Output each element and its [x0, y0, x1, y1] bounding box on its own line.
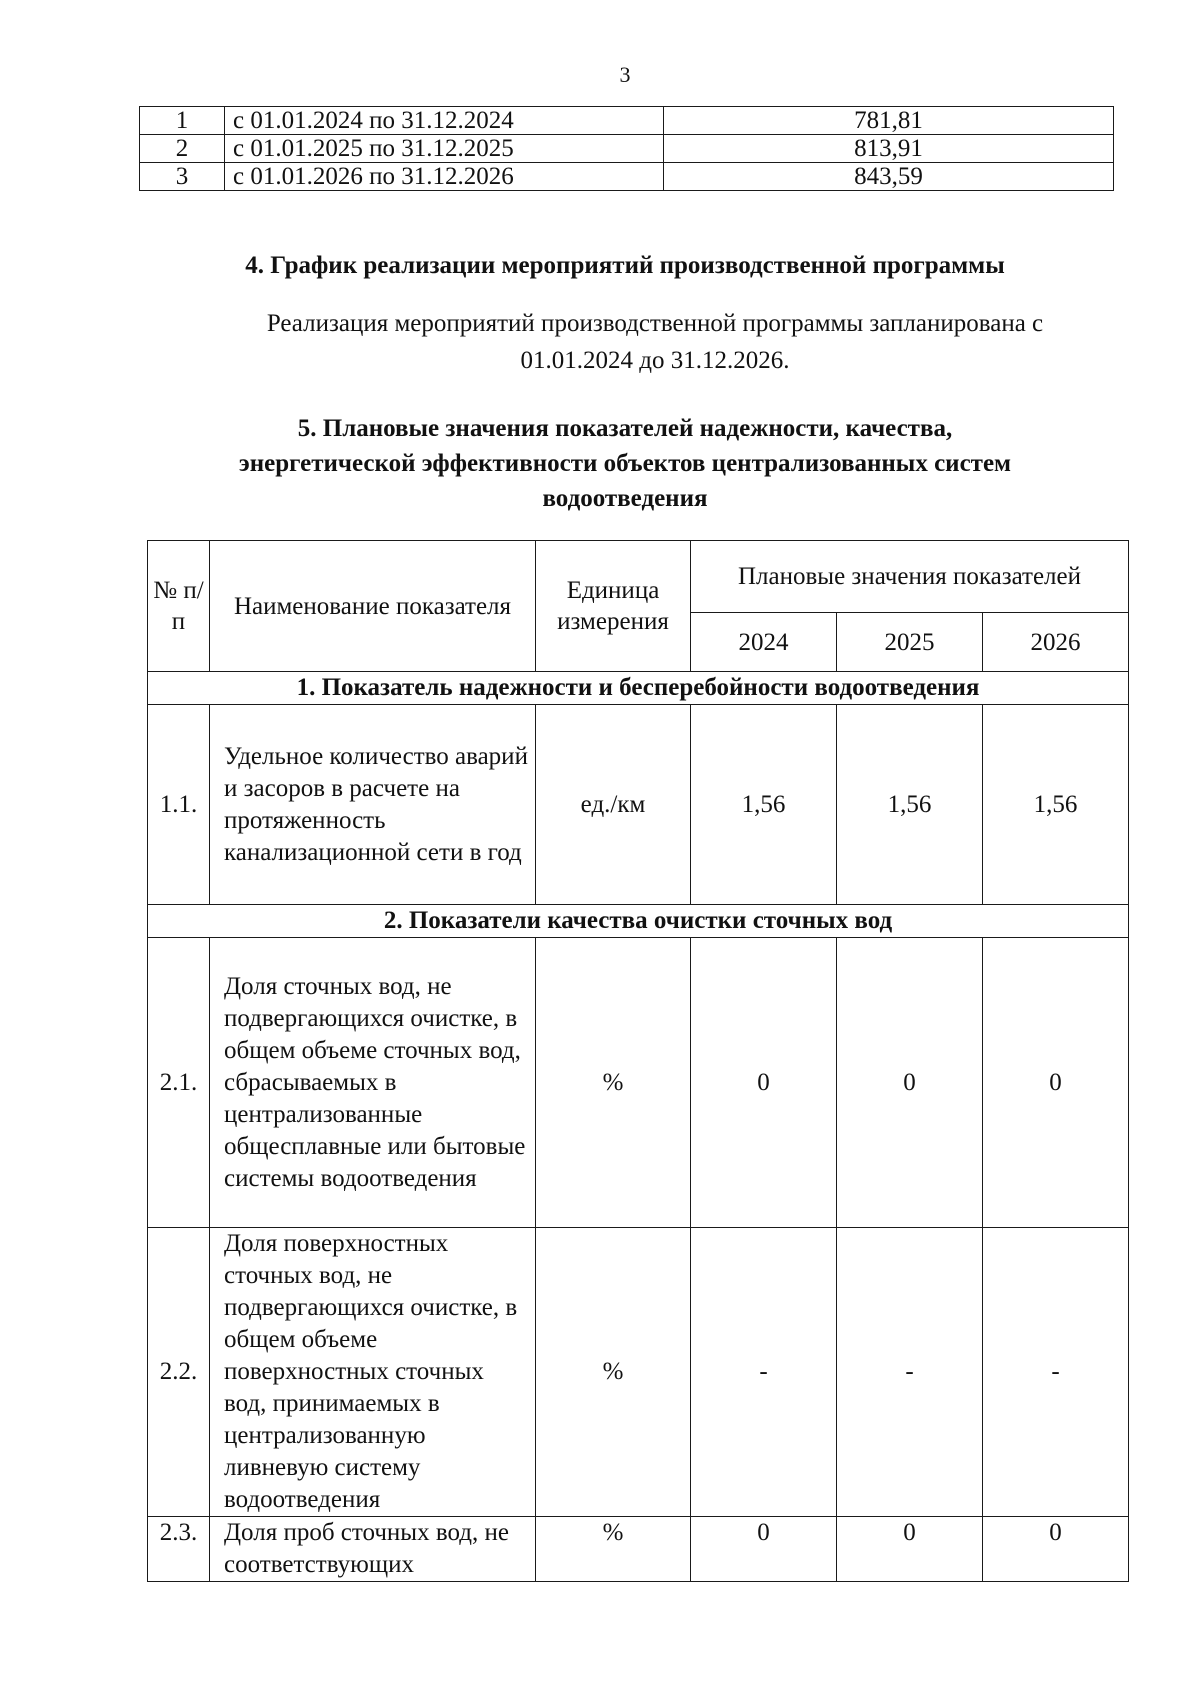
unit: % — [536, 938, 691, 1228]
row-number: 2.3. — [148, 1517, 210, 1582]
group-title: 1. Показатель надежности и бесперебойности водоотведения — [148, 672, 1129, 705]
value-2026: 0 — [983, 1517, 1129, 1582]
indicator-name: Доля поверхностных сточных вод, не подвергающихся очистке, в общем объеме поверхностных сточных вод, принимаемых в централизованную ливневую систему водоотведения — [210, 1228, 536, 1517]
value-2026: 0 — [983, 938, 1129, 1228]
tariff-periods-table — [139, 106, 1114, 191]
header-name: Наименование показателя — [210, 541, 536, 672]
page-number: 3 — [619, 62, 631, 87]
section-5-title — [0, 411, 1200, 516]
row-number: 3 — [140, 163, 225, 191]
row-number: 1 — [140, 107, 225, 135]
section-4-text — [215, 305, 1095, 379]
indicators-table — [147, 540, 1129, 1582]
period: с 01.01.2026 по 31.12.2026 — [225, 163, 664, 191]
value: 813,91 — [664, 135, 1114, 163]
table-row — [148, 1517, 1129, 1582]
unit: % — [536, 1517, 691, 1582]
value-2025: 1,56 — [837, 705, 983, 905]
period: с 01.01.2024 по 31.12.2024 — [225, 107, 664, 135]
indicator-name: Удельное количество аварий и засоров в расчете на протяженность канализационной сети в год — [210, 705, 536, 905]
table-row — [140, 107, 1114, 135]
value-2024: 0 — [691, 1517, 837, 1582]
value-2025: 0 — [837, 1517, 983, 1582]
header-planned: Плановые значения показателей — [691, 541, 1129, 613]
table-row — [148, 705, 1129, 905]
table-row — [148, 938, 1129, 1228]
value-2026: - — [983, 1228, 1129, 1517]
value-2024: 0 — [691, 938, 837, 1228]
table-header-row — [148, 541, 1129, 613]
group-row — [148, 905, 1129, 938]
group-row — [148, 672, 1129, 705]
table-row — [148, 1228, 1129, 1517]
value-2025: - — [837, 1228, 983, 1517]
indicator-name: Доля проб сточных вод, не соответствующих — [210, 1517, 536, 1582]
row-number: 2.2. — [148, 1228, 210, 1517]
period: с 01.01.2025 по 31.12.2025 — [225, 135, 664, 163]
section-5-title-line: 5. Плановые значения показателей надежности, качества, — [297, 415, 953, 442]
table-row — [140, 163, 1114, 191]
header-unit: Единица измерения — [536, 541, 691, 672]
header-year: 2026 — [983, 613, 1129, 672]
indicator-name: Доля сточных вод, не подвергающихся очистке, в общем объеме сточных вод, сбрасываемых в централизованные общесплавные или бытовые системы водоотведения — [210, 938, 536, 1228]
value: 843,59 — [664, 163, 1114, 191]
section-5-title-line: энергетической эффективности объектов централизованных систем — [238, 450, 1012, 477]
header-year: 2024 — [691, 613, 837, 672]
value-2025: 0 — [837, 938, 983, 1228]
value-2026: 1,56 — [983, 705, 1129, 905]
header-year: 2025 — [837, 613, 983, 672]
value: 781,81 — [664, 107, 1114, 135]
section-4-title: 4. График реализации мероприятий производственной программы — [245, 252, 1005, 279]
table-row — [140, 135, 1114, 163]
row-number: 1.1. — [148, 705, 210, 905]
section-5-title-line: водоотведения — [542, 485, 708, 512]
row-number: 2.1. — [148, 938, 210, 1228]
header-num: № п/п — [148, 541, 210, 672]
section-4-text-line: Реализация мероприятий производственной программы запланирована с — [266, 310, 1044, 337]
value-2024: - — [691, 1228, 837, 1517]
value-2024: 1,56 — [691, 705, 837, 905]
unit: ед./км — [536, 705, 691, 905]
unit: % — [536, 1228, 691, 1517]
row-number: 2 — [140, 135, 225, 163]
section-4-text-line: 01.01.2024 до 31.12.2026. — [520, 347, 790, 374]
group-title: 2. Показатели качества очистки сточных вод — [148, 905, 1129, 938]
